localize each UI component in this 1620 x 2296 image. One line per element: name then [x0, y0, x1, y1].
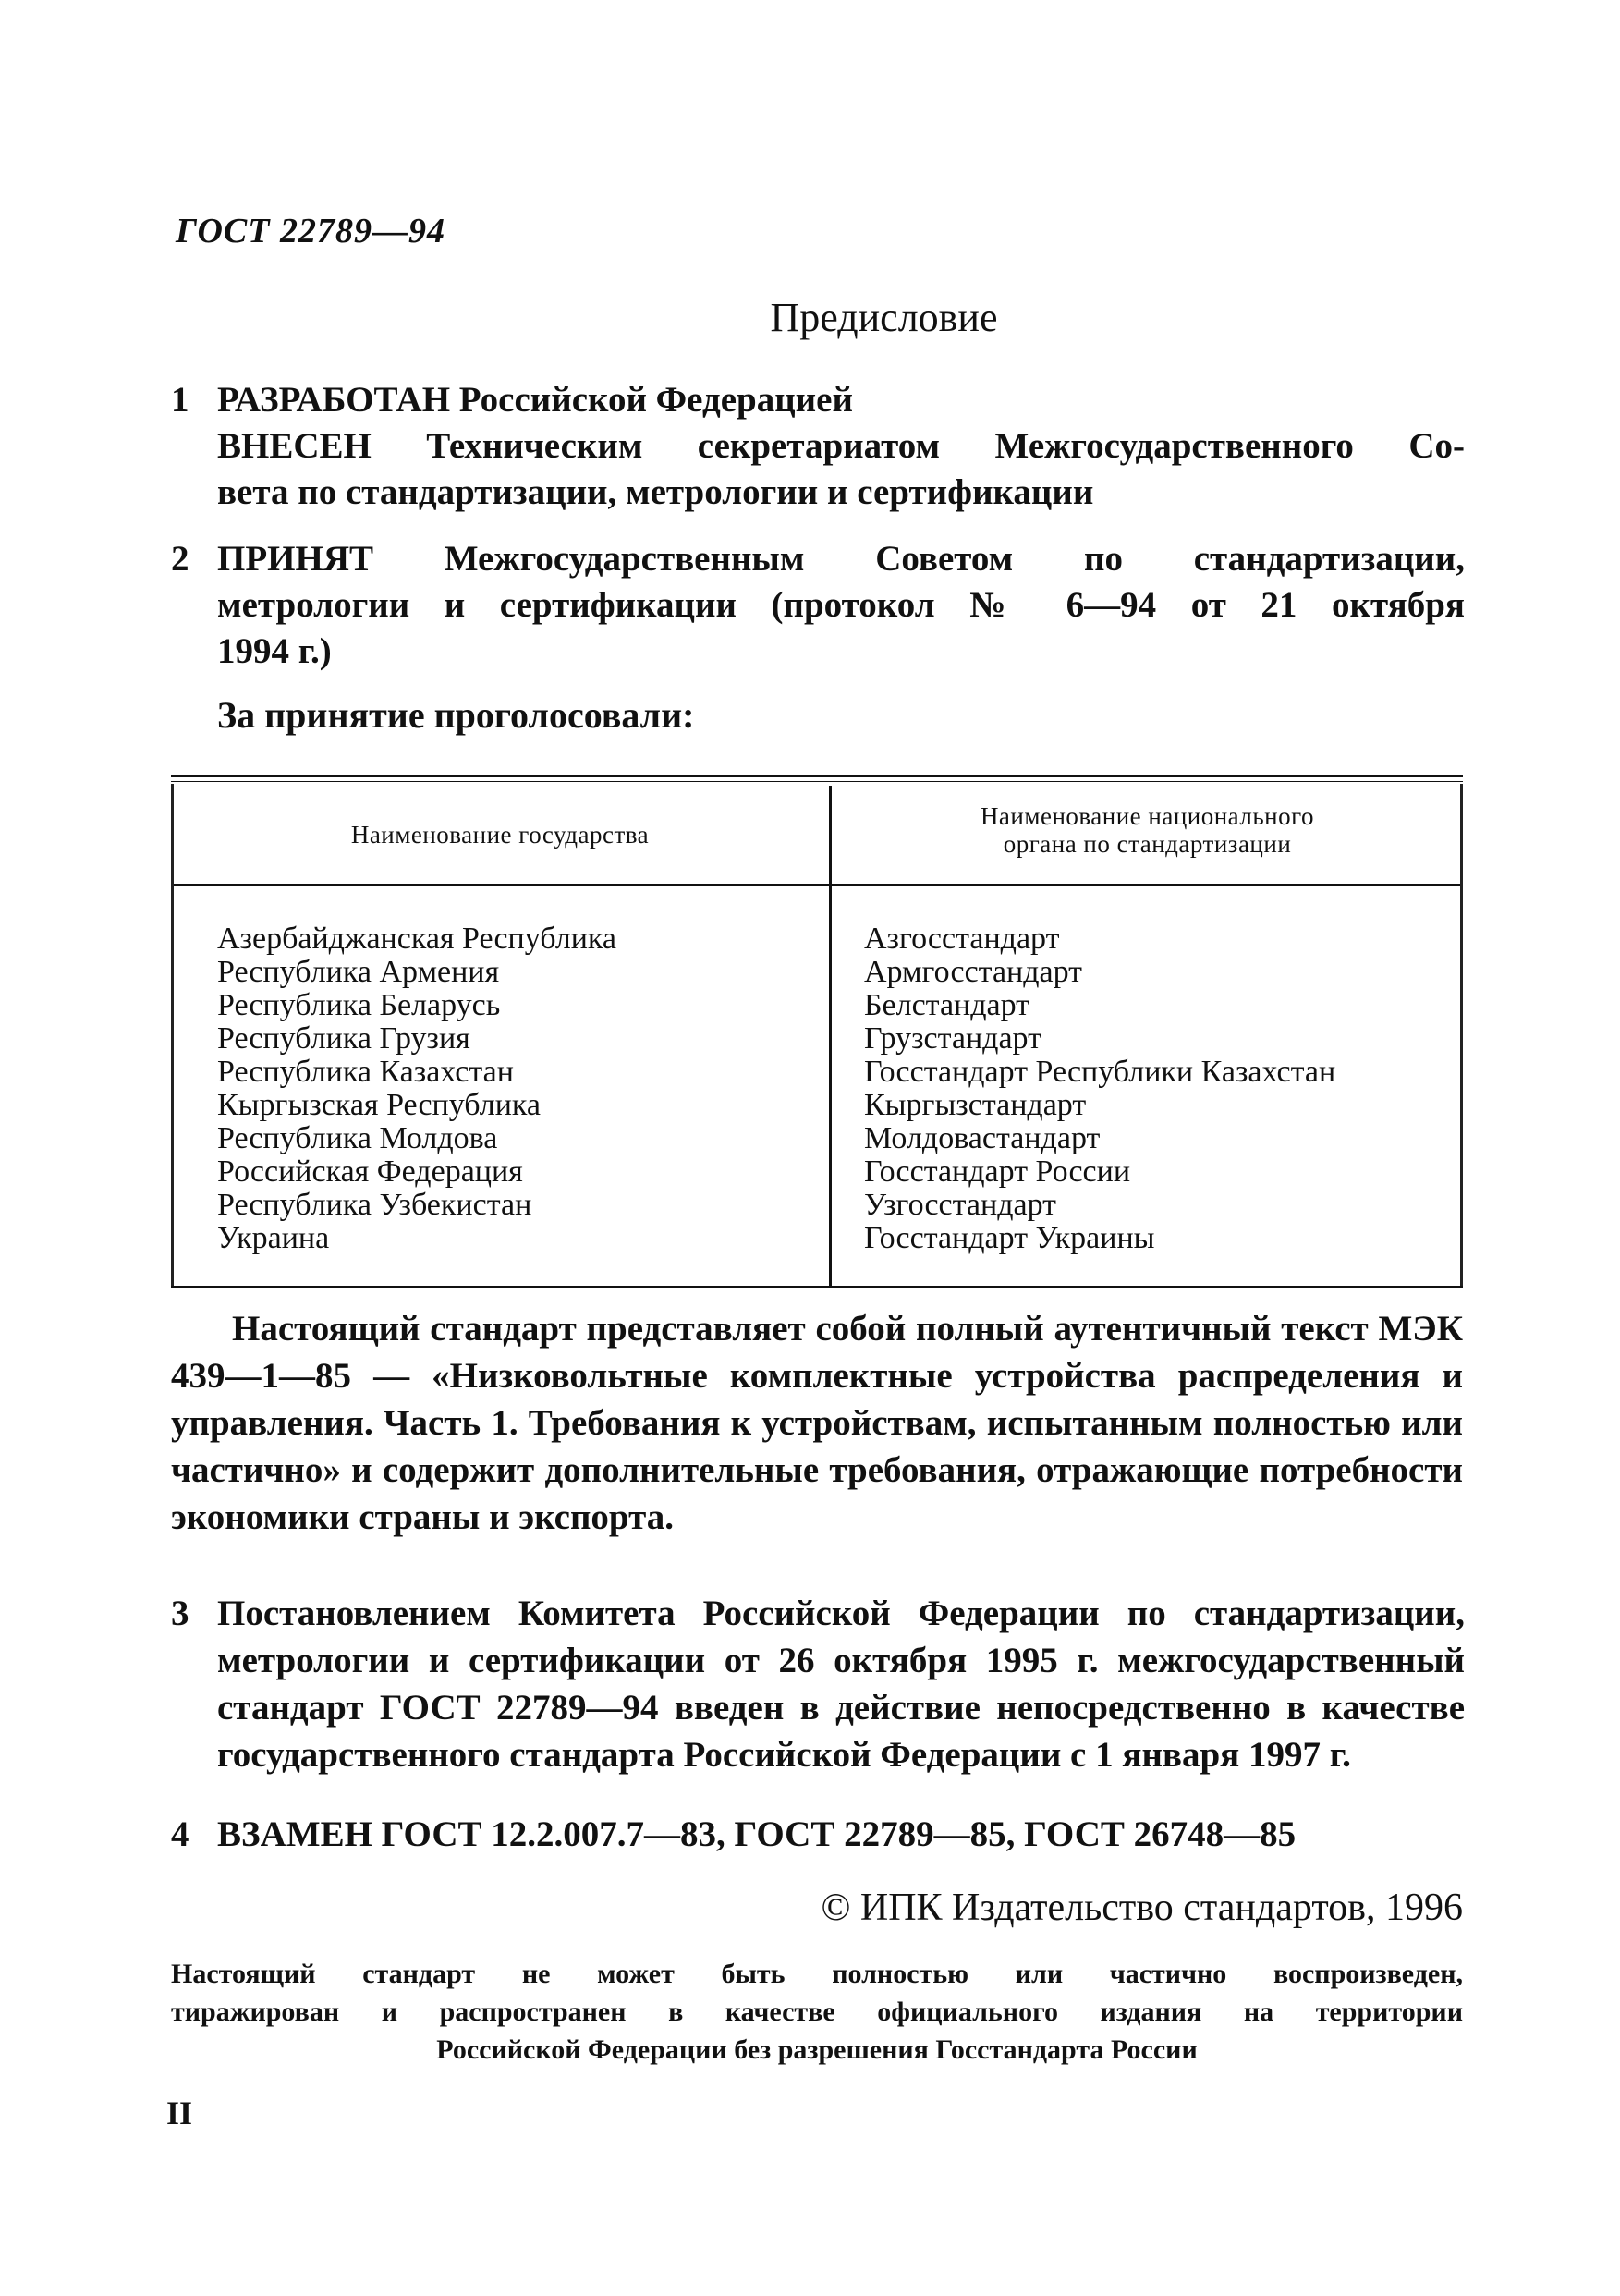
- table-rule: [171, 884, 1463, 886]
- table-header-line: Наименование национального: [980, 802, 1315, 830]
- paragraph-text: Настоящий стандарт представляет собой полный аутентичный текст МЭК 439—1—85 — «Низковольтные комплектные устройства распределения и управления. Часть 1. Требования к устройствам, испытанным полностью или частично» и содержит дополнительные требования, отражающие потребности экономики страны и экспорта.: [171, 1309, 1463, 1537]
- body-cell: Госстандарт Республики Казахстан: [864, 1055, 1336, 1089]
- item-number: 4: [171, 1814, 189, 1854]
- item-line: РАЗРАБОТАН Российской Федерацией: [217, 380, 853, 420]
- table-rule: [171, 775, 1463, 777]
- body-cell: Узгосстандарт: [864, 1188, 1057, 1222]
- state-cell: Украина: [217, 1221, 330, 1255]
- item-line: метрологии и сертификации (протокол № 6—94 от 21 октября: [217, 585, 1465, 625]
- table-border: [171, 784, 174, 1286]
- item-3: [171, 1590, 1465, 1778]
- state-cell: Российская Федерация: [217, 1154, 523, 1189]
- body-cell: Армгосстандарт: [864, 955, 1083, 989]
- table-rule: [171, 1286, 1463, 1288]
- reproduction-notice: [171, 1955, 1463, 2069]
- item-2: [171, 536, 1465, 675]
- item-text: Постановлением Комитета Российской Федерации по стандартизации, метрологии и сертификации от 26 октября 1995 г. межгосударственный стандарт ГОСТ 22789—94 введен в действие непосредственно в качестве государственного стандарта Российской Федерации с 1 января 1997 г.: [217, 1594, 1465, 1775]
- states-table: [171, 775, 1463, 1288]
- state-cell: Азербайджанская Республика: [217, 922, 617, 956]
- body-cell: Молдовастандарт: [864, 1121, 1101, 1155]
- body-cell: Белстандарт: [864, 988, 1030, 1022]
- table-divider: [829, 886, 832, 1286]
- notice-line: Настоящий стандарт не может быть полностью или частично воспроизведен,: [171, 1959, 1463, 1989]
- document-id: ГОСТ 22789—94: [176, 212, 445, 250]
- item-4: [171, 1812, 1465, 1858]
- states-column: [217, 922, 616, 1255]
- state-cell: Республика Грузия: [217, 1021, 470, 1056]
- voted-heading: За принятие проголосовали:: [217, 694, 695, 736]
- item-number: 2: [171, 539, 189, 579]
- body-cell: Госстандарт Украины: [864, 1221, 1155, 1255]
- page-number: II: [166, 2094, 193, 2131]
- table-border: [1460, 784, 1463, 1286]
- notice-line: Российской Федерации без разрешения Госстандарта России: [436, 2034, 1198, 2065]
- item-1: [171, 377, 1465, 516]
- bodies-column: [864, 922, 1335, 1255]
- table-header-body: [832, 802, 1463, 858]
- state-cell: Республика Молдова: [217, 1121, 498, 1155]
- item-line: 1994 г.): [217, 631, 332, 671]
- state-cell: Республика Беларусь: [217, 988, 501, 1022]
- table-rule: [171, 781, 1463, 782]
- body-cell: Азгосстандарт: [864, 922, 1060, 956]
- body-cell: Госстандарт России: [864, 1154, 1131, 1189]
- copyright: © ИПК Издательство стандартов, 1996: [821, 1887, 1463, 1929]
- item-line: ВНЕСЕН Техническим секретариатом Межгосударственного Со-: [217, 426, 1465, 466]
- body-cell: Грузстандарт: [864, 1021, 1041, 1056]
- item-line: вета по стандартизации, метрологии и сертификации: [217, 472, 1094, 512]
- state-cell: Республика Казахстан: [217, 1055, 514, 1089]
- body-cell: Кыргызстандарт: [864, 1088, 1087, 1122]
- page-title: Предисловие: [770, 295, 998, 340]
- item-text: ВЗАМЕН ГОСТ 12.2.007.7—83, ГОСТ 22789—85, ГОСТ 26748—85: [217, 1814, 1297, 1854]
- item-line: ПРИНЯТ Межгосударственным Советом по стандартизации,: [217, 539, 1465, 579]
- table-header-line: органа по стандартизации: [1003, 830, 1292, 858]
- authentic-text-paragraph: [171, 1305, 1463, 1541]
- item-number: 1: [171, 380, 189, 420]
- state-cell: Кыргызская Республика: [217, 1088, 542, 1122]
- state-cell: Республика Армения: [217, 955, 500, 989]
- table-header-state: Наименование государства: [350, 821, 650, 849]
- notice-line: тиражирован и распространен в качестве официального издания на территории: [171, 1997, 1463, 2027]
- item-number: 3: [171, 1594, 189, 1633]
- state-cell: Республика Узбекистан: [217, 1188, 532, 1222]
